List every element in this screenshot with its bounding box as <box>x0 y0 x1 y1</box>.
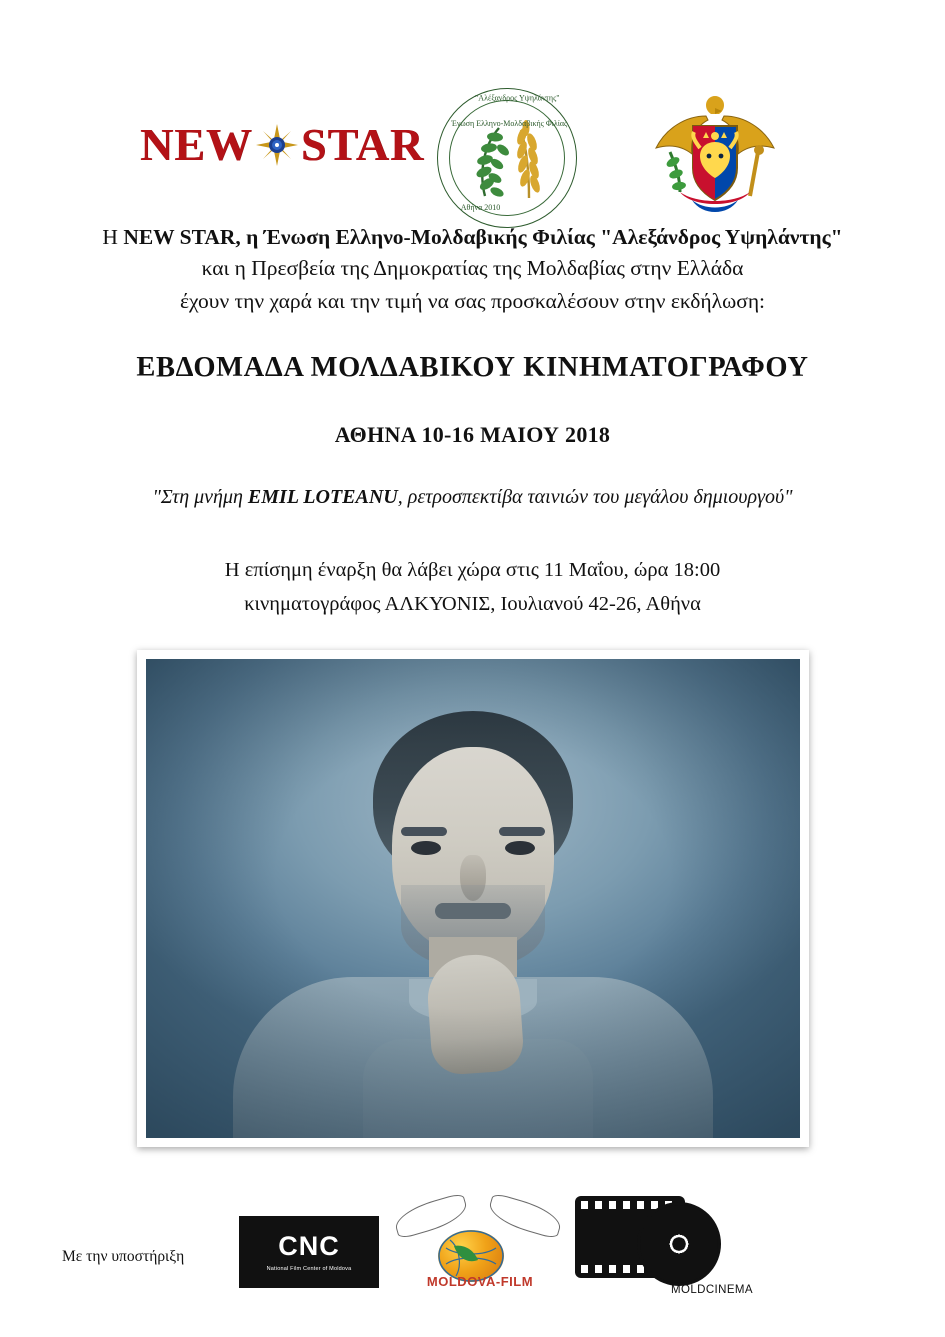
invitation-line-3: έχουν την χαρά και την τιμή να σας προσκαλέσουν στην εκδήλωση: <box>179 289 766 313</box>
invitation-line-1-prefix: Η <box>102 225 124 249</box>
cnc-logo-icon <box>239 1216 379 1288</box>
moldcinema-logo <box>575 1196 765 1296</box>
invitation-line-2 <box>0 253 945 284</box>
invitation-line-1-newstar: NEW STAR <box>123 225 236 249</box>
newstar-logo-word-new: NEW <box>140 119 253 170</box>
opening-line-1: Η επίσημη έναρξη θα λάβει χώρα στις 11 Μαΐου, ώρα 18:00 <box>224 559 721 581</box>
emblem-text-side: Αθήνα 2010 <box>460 203 501 213</box>
memoriam-director-name: EMIL LOTEANU <box>247 486 398 508</box>
moldova-film-logo-icon <box>400 1190 560 1300</box>
portrait-image <box>146 659 800 1138</box>
cnc-logo-text: CNC <box>278 1230 340 1261</box>
moldcinema-label: MOLDCINEMA <box>671 1284 753 1296</box>
memoriam-prefix: "Στη μνήμη <box>152 486 248 508</box>
star-burst-icon <box>255 123 299 167</box>
opening-details <box>0 553 945 621</box>
emblem-text-bottom: "Αλέξανδρος Υψηλάντης" <box>475 93 560 103</box>
invitation-line-1 <box>0 222 945 253</box>
memoriam-suffix: , ρετροσπεκτίβα ταινιών του μεγάλου δημιουργού" <box>397 486 793 508</box>
invitation-line-1-suffix: , η Ένωση Ελληνο-Μολδαβικής Φιλίας "Αλεξάνδρος Υψηλάντης" <box>235 225 843 249</box>
emblem-text-top: Ένωση Ελληνο-Μολδαβικής Φιλίας <box>451 118 568 128</box>
invitation-line-2-text: και η Πρεσβεία της Δημοκρατίας της Μολδαβίας στην Ελλάδα <box>201 256 744 280</box>
opening-line-2: κινηματογράφος ΑΛΚΥΟΝΙΣ, Ιουλιανού 42-26, Αθήνα <box>244 593 701 615</box>
emblem-circular-text <box>437 88 577 228</box>
olive-wheat-emblem-icon <box>437 88 577 228</box>
moldova-coat-of-arms-icon <box>640 82 790 232</box>
invitation-text-block <box>0 222 945 621</box>
portrait-vignette <box>146 659 800 1138</box>
portrait-frame <box>137 650 809 1147</box>
newstar-logo <box>140 118 424 171</box>
support-label: Με την υποστήριξη <box>62 1248 185 1265</box>
newstar-logo-word-star: STAR <box>300 119 425 170</box>
header-logo-strip <box>0 40 945 213</box>
film-reel-hub <box>649 1214 709 1274</box>
cnc-logo-subtitle: National Film Center of Moldova <box>266 1265 352 1272</box>
event-dates: ΑΘΗΝΑ 10-16 ΜΑΙΟΥ 2018 <box>334 422 611 447</box>
page-title: ΕΒΔΟΜΑΔΑ ΜΟΛΔΑΒΙΚΟΥ ΚΙΝΗΜΑΤΟΓΡΑΦΟΥ <box>136 352 809 383</box>
moldova-film-label: MOLDOVA-FILM <box>426 1274 534 1289</box>
memoriam-line <box>0 486 945 509</box>
film-reel-icon <box>637 1202 721 1286</box>
